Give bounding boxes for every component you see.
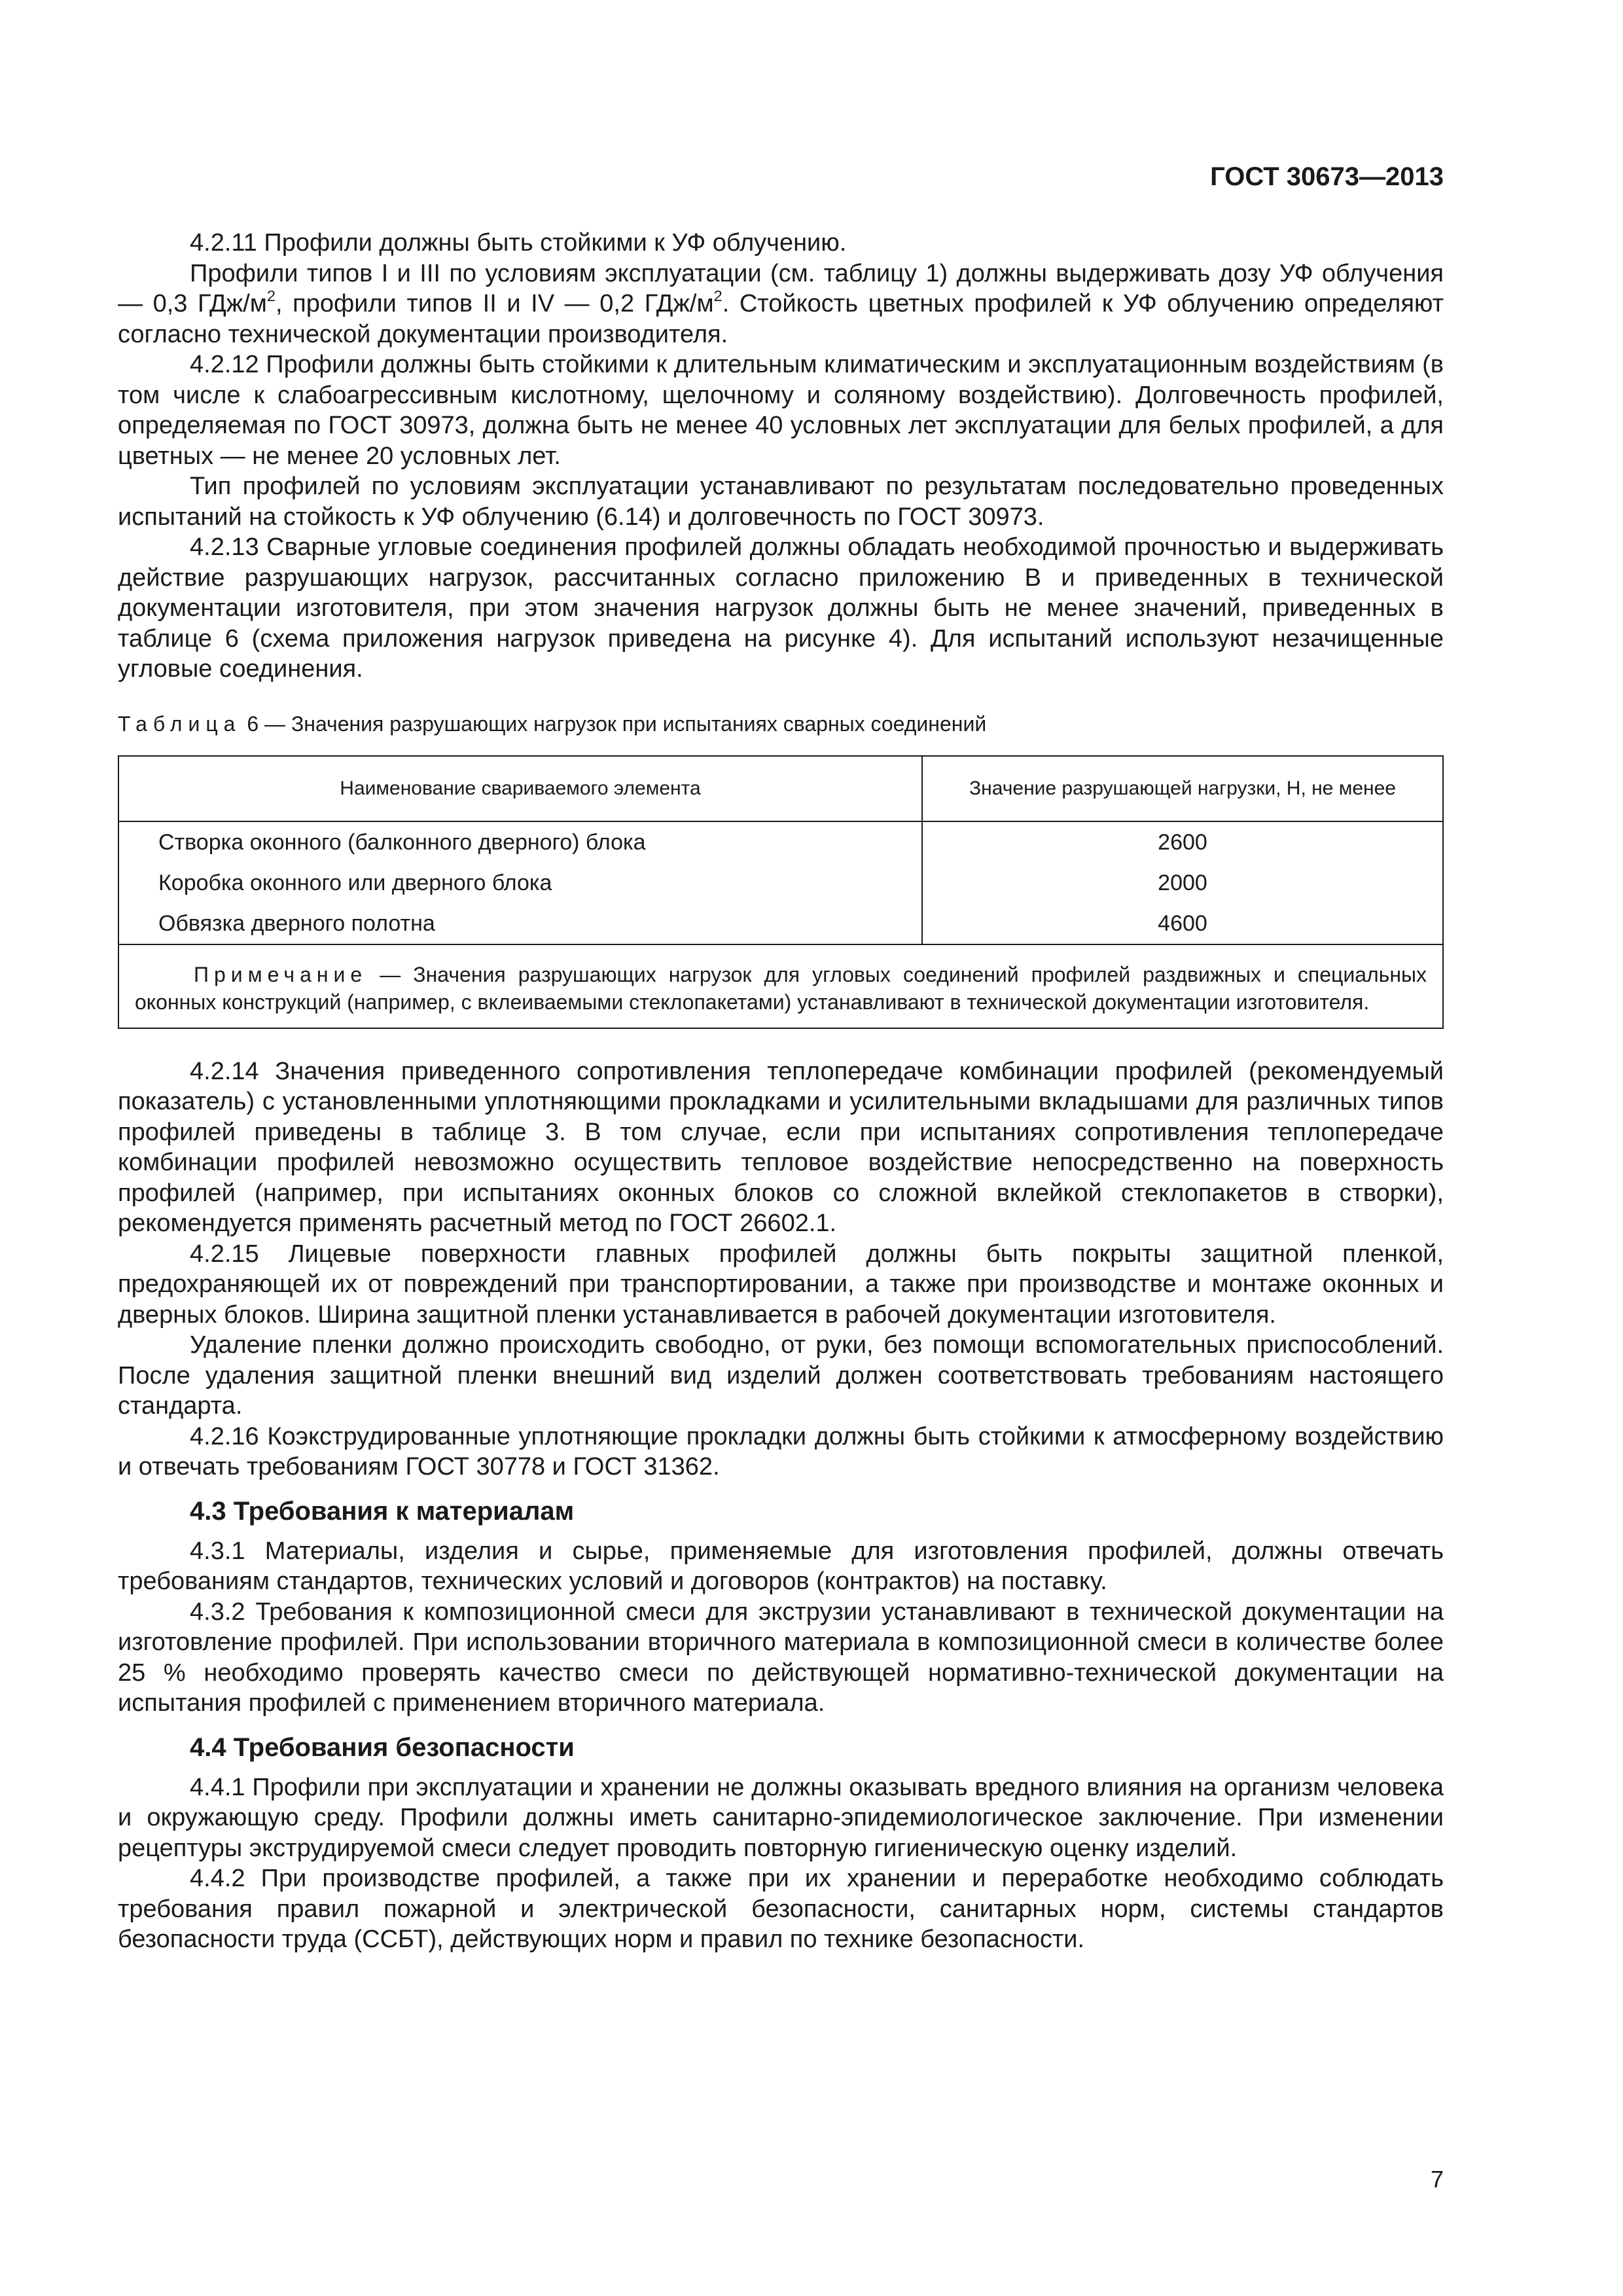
uv-dose-text-a: Профили типов I и III по условиям эксплуатации (см. таблицу 1) должны выдерживать дозу УФ облучения — 0,3 ГДж/м	[118, 259, 1444, 317]
table-6-breaking-loads	[118, 755, 1444, 1029]
table-header-row	[118, 756, 1443, 821]
uv-dose-exponent-2: 2	[713, 287, 722, 304]
table-note-row	[118, 944, 1443, 1028]
table-note	[118, 944, 1443, 1028]
column-header-element-name: Наименование свариваемого элемента	[118, 756, 922, 821]
cell-breaking-load: 4600	[922, 903, 1443, 944]
uv-dose-text-b: , профили типов II и IV — 0,2 ГДж/м	[276, 290, 714, 317]
cell-breaking-load: 2000	[922, 863, 1443, 903]
paragraph-4-2-14: 4.2.14 Значения приведенного сопротивления теплопередаче комбинации профилей (рекомендуемый показатель) с установленными уплотняющими прокладками и усилительными вкладышами для различных типов профилей приведены в таблице 3. В том случае, если при испытаниях сопротивления теплопередаче комбинации профилей невозможно осуществить тепловое воздействие непосредственно на поверхность профилей (например, при испытаниях оконных блоков со сложной вклейкой стеклопакетов в створки), рекомендуется применять расчетный метод по ГОСТ 26602.1.	[118, 1057, 1444, 1237]
paragraph-4-2-13: 4.2.13 Сварные угловые соединения профилей должны обладать необходимой прочностью и выдерживать действие разрушающих нагрузок, рассчитанных согласно приложению В и приведенных в технической документации изготовителя, при этом значения нагрузок должны быть не менее значений, приведенных в таблице 6 (схема приложения нагрузок приведена на рисунке 4). Для испытаний используют незачищенные угловые соединения.	[118, 533, 1444, 683]
table-caption-text: 6 — Значения разрушающих нагрузок при испытаниях сварных соединений	[247, 711, 987, 736]
document-id-header: ГОСТ 30673—2013	[1210, 162, 1444, 191]
heading-4-4-safety: 4.4 Требования безопасности	[190, 1732, 575, 1762]
uv-dose-exponent-1: 2	[266, 287, 276, 304]
paragraph-4-4-2: 4.4.2 При производстве профилей, а также при их хранении и переработке необходимо соблюдать требования правил пожарной и электрической безопасности, санитарных норм, системы стандартов безопасности труда (ССБТ), действующих норм и правил по технике безопасности.	[118, 1865, 1444, 1953]
cell-element-name: Створка оконного (балконного дверного) блока	[118, 821, 922, 863]
paragraph-4-3-2: 4.3.2 Требования к композиционной смеси для экструзии устанавливают в технической документации на изготовление профилей. При использовании вторичного материала в композиционной смеси в количестве более 25 % необходимо проверять качество смеси по действующей нормативно-технической документации на испытания профилей с применением вторичного материала.	[118, 1598, 1444, 1717]
heading-4-3-materials: 4.3 Требования к материалам	[190, 1496, 575, 1526]
paragraph-4-4-1: 4.4.1 Профили при эксплуатации и хранении не должны оказывать вредного влияния на организм человека и окружающую среду. Профили должны иметь санитарно-эпидемиологическое заключение. При изменении рецептуры экструдируемой смеси следует проводить повторную гигиеническую оценку изделий.	[118, 1773, 1444, 1862]
table-row	[118, 863, 1443, 903]
table-caption-label: Таблица	[118, 711, 241, 736]
column-header-breaking-load: Значение разрушающей нагрузки, Н, не менее	[922, 756, 1443, 821]
paragraph-4-2-16: 4.2.16 Коэкструдированные уплотняющие прокладки должны быть стойкими к атмосферному воздействию и отвечать требованиям ГОСТ 30778 и ГОСТ 31362.	[118, 1422, 1444, 1480]
paragraph-4-2-11: 4.2.11 Профили должны быть стойкими к УФ облучению.	[190, 229, 847, 257]
uv-dose-text-c: . Стойкость цветных профилей к УФ облучению определяют согласно технической документации производителя.	[118, 290, 1444, 348]
table-6-caption	[118, 711, 1444, 737]
note-text: — Значения разрушающих нагрузок для угловых соединений профилей раздвижных и специальных оконных конструкций (например, с вклеиваемыми стеклопакетами) устанавливают в технической документации изготовителя.	[135, 962, 1427, 1014]
cell-element-name: Коробка оконного или дверного блока	[118, 863, 922, 903]
table-row	[118, 903, 1443, 944]
note-label: Примечание	[194, 962, 368, 986]
paragraph-4-2-15: 4.2.15 Лицевые поверхности главных профилей должны быть покрыты защитной пленкой, предохраняющей их от повреждений при транспортировании, а также при производстве и монтаже оконных и дверных блоков. Ширина защитной пленки устанавливается в рабочей документации изготовителя.	[118, 1240, 1444, 1329]
paragraph-4-3-1: 4.3.1 Материалы, изделия и сырье, применяемые для изготовления профилей, должны отвечать требованиям стандартов, технических условий и договоров (контрактов) на поставку.	[118, 1537, 1444, 1595]
cell-element-name: Обвязка дверного полотна	[118, 903, 922, 944]
paragraph-4-2-11-uv-dose	[118, 259, 1444, 350]
document-body	[118, 228, 1444, 1955]
paragraph-4-2-15-film-removal: Удаление пленки должно происходить свободно, от руки, без помощи вспомогательных приспособлений. После удаления защитной пленки внешний вид изделий должен соответствовать требованиям настоящего стандарта.	[118, 1331, 1444, 1420]
paragraph-4-2-12-type: Тип профилей по условиям эксплуатации устанавливают по результатам последовательно проведенных испытаний на стойкость к УФ облучению (6.14) и долговечность по ГОСТ 30973.	[118, 473, 1444, 531]
cell-breaking-load: 2600	[922, 821, 1443, 863]
paragraph-4-2-12: 4.2.12 Профили должны быть стойкими к длительным климатическим и эксплуатационным воздействиям (в том числе к слабоагрессивным кислотному, щелочному и соляному воздействию). Долговечность профилей, определяемая по ГОСТ 30973, должна быть не менее 40 условных лет эксплуатации для белых профилей, а для цветных — не менее 20 условных лет.	[118, 351, 1444, 470]
page-number: 7	[1430, 2166, 1444, 2193]
table-row	[118, 821, 1443, 863]
